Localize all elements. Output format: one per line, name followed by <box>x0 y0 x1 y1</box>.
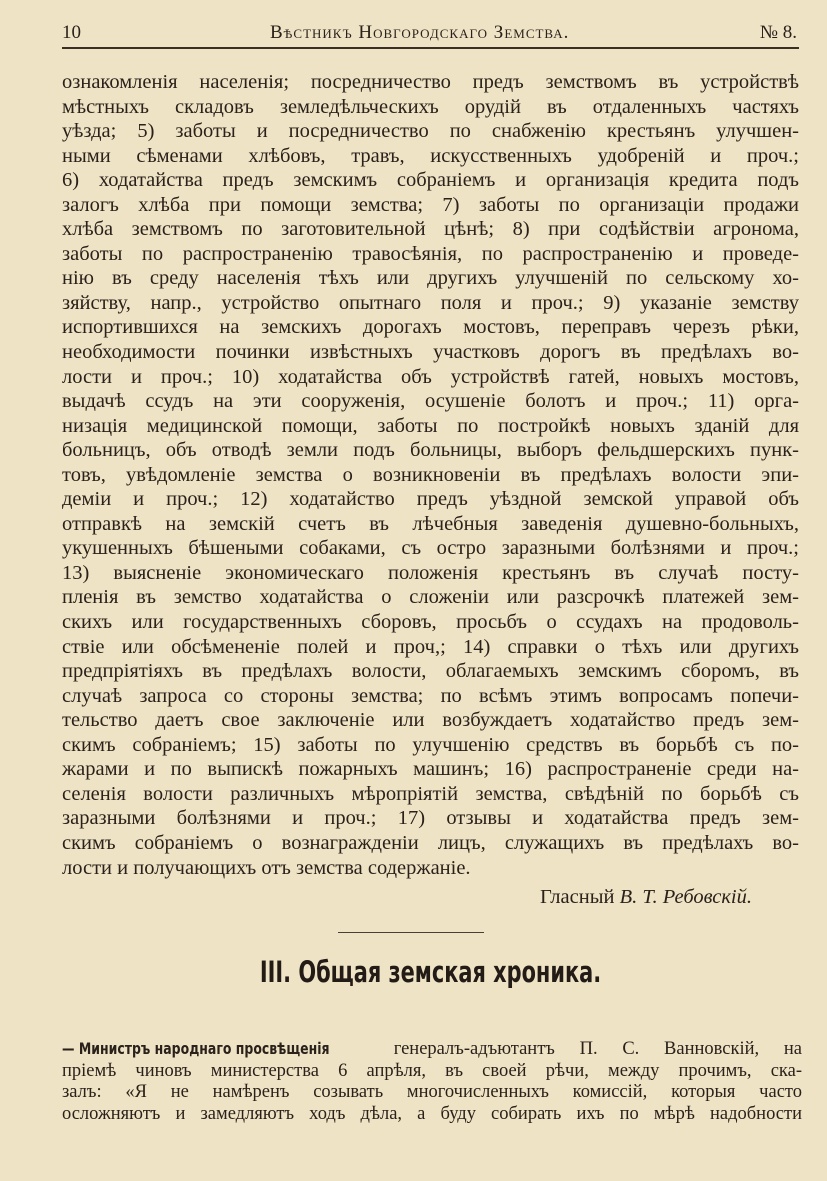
text-line: случаѣ запроса со стороны земства; по всѣмъ этимъ вопросамъ попечи- <box>62 684 799 707</box>
news-paragraph <box>62 1038 802 1125</box>
text-line: хлѣба земствомъ по заготовительной цѣнѣ; 8) при содѣйствіи агронома, <box>62 218 799 241</box>
text-line: ствіе или обсѣмененіе полей и проч,; 14) справки о тѣхъ или другихъ <box>62 635 799 658</box>
text-line: жарами и по выпискѣ пожарныхъ машинъ; 16) распространеніе среди на- <box>62 758 799 781</box>
text-line: залогъ хлѣба при помощи земства; 7) заботы по организаціи продажи <box>62 193 799 216</box>
text-line: низація медицинской помощи, заботы по постройкѣ новыхъ зданій для <box>62 414 799 437</box>
text-line: лости и проч.; 10) ходатайства объ устройствѣ гатей, новыхъ мостовъ, <box>62 365 799 388</box>
text-line: селенія волости различныхъ мѣропріятій земства, свѣдѣній по борьбѣ съ <box>62 782 799 805</box>
journal-title: Вѣстникъ Новгородскаго Земства. <box>270 22 570 43</box>
text-line: ознакомленія населенія; посредничество предъ земствомъ въ устройствѣ <box>62 71 799 93</box>
text-line: выдачѣ ссудъ на эти сооруженія, осушеніе болотъ и проч.; 11) орга- <box>62 390 799 413</box>
text-line: деміи и проч.; 12) ходатайство предъ уѣздной земской управой объ <box>62 488 799 511</box>
news-lead: — Министръ народнаго просвѣщенія <box>62 1039 330 1058</box>
running-header <box>62 18 797 48</box>
text-line: уѣзда; 5) заботы и посредничество по снабженію крестьянъ улучшен- <box>62 120 799 143</box>
signature-prefix: Гласный <box>540 886 615 908</box>
issue-number: № 8. <box>759 22 797 43</box>
text-line: залъ: «Я не намѣренъ созывать многочисленныхъ комиссій, которыя часто <box>62 1082 802 1102</box>
text-line: предпріятіяхъ въ предѣлахъ волости, облагаемыхъ земскимъ сборомъ, въ <box>62 660 799 683</box>
text-line: зяйству, напр., устройство опытнаго поля и проч.; 9) указаніе земству <box>62 291 799 314</box>
text-line: заразными болѣзнями и проч.; 17) отзывы и ходатайства предъ зем- <box>62 807 799 830</box>
text-line: скихъ или государственныхъ сборовъ, просьбъ о ссудахъ на продоволь- <box>62 611 799 634</box>
text-line: скимъ собраніемъ; 15) заботы по улучшенію средствъ въ борьбѣ съ по- <box>62 733 799 756</box>
section-heading: III. Общая земская хроника. <box>259 955 602 989</box>
text-line: скимъ собраніемъ о вознагражденіи лицъ, служащихъ въ предѣлахъ во- <box>62 831 799 854</box>
text-line: необходимости починки извѣстныхъ участковъ дорогъ въ предѣлахъ во- <box>62 341 799 364</box>
section-divider <box>338 932 484 933</box>
text-line: 6) ходатайства предъ земскимъ собраніемъ и организація кредита подъ <box>62 169 799 192</box>
text-line: товъ, увѣдомленіе земства о возникновеніи въ предѣлахъ волости эпи- <box>62 463 799 486</box>
body-paragraph <box>62 70 799 880</box>
text-line: тельство даетъ свое заключеніе или возбуждаетъ ходатайство предъ зем- <box>62 709 799 732</box>
text-line: пленія въ земство ходатайства о сложеніи или разсрочкѣ платежей зем- <box>62 586 799 609</box>
text-line: отправкѣ на земскій счетъ въ лѣчебныя заведенія душевно-больныхъ, <box>62 512 799 535</box>
page-number: 10 <box>62 22 81 43</box>
text-line: испортившихся на земскихъ дорогахъ мостовъ, переправъ черезъ рѣки, <box>62 316 799 339</box>
signature <box>62 884 752 910</box>
text-line <box>62 1038 802 1061</box>
text-line: 13) выясненіе экономическаго положенія крестьянъ въ случаѣ посту- <box>62 561 799 584</box>
text-line: пріемѣ чиновъ министерства 6 апрѣля, въ своей рѣчи, между прочимъ, ска- <box>62 1060 802 1081</box>
text-line: лости и получающихъ отъ земства содержаніе. <box>62 856 471 879</box>
text-line: укушенныхъ бѣшеными собаками, съ остро заразными болѣзнями и проч.; <box>62 537 799 560</box>
text-line: ными сѣменами хлѣбовъ, травъ, искусственныхъ удобреній и проч.; <box>62 144 799 167</box>
header-rule <box>62 47 799 49</box>
text-line: мѣстныхъ складовъ земледѣльческихъ орудій въ отдаленныхъ частяхъ <box>62 95 799 118</box>
text-line: заботы по распространенію травосѣянія, по распространенію и проведе- <box>62 242 799 265</box>
news-line-first: генералъ-адъютантъ П. С. Ванновскій, на <box>369 1039 802 1059</box>
text-line: больницъ, объ отводѣ земли подъ больницы, выборъ фельдшерскихъ пунк- <box>62 439 799 462</box>
signature-name: В. Т. Ребовскій. <box>619 886 752 908</box>
text-line: осложняютъ и замедляютъ ходъ дѣла, а буду собирать ихъ по мѣрѣ надобности <box>62 1103 802 1124</box>
text-line: нію въ среду населенія тѣхъ или другихъ улучшеній по сельскому хо- <box>62 267 799 290</box>
